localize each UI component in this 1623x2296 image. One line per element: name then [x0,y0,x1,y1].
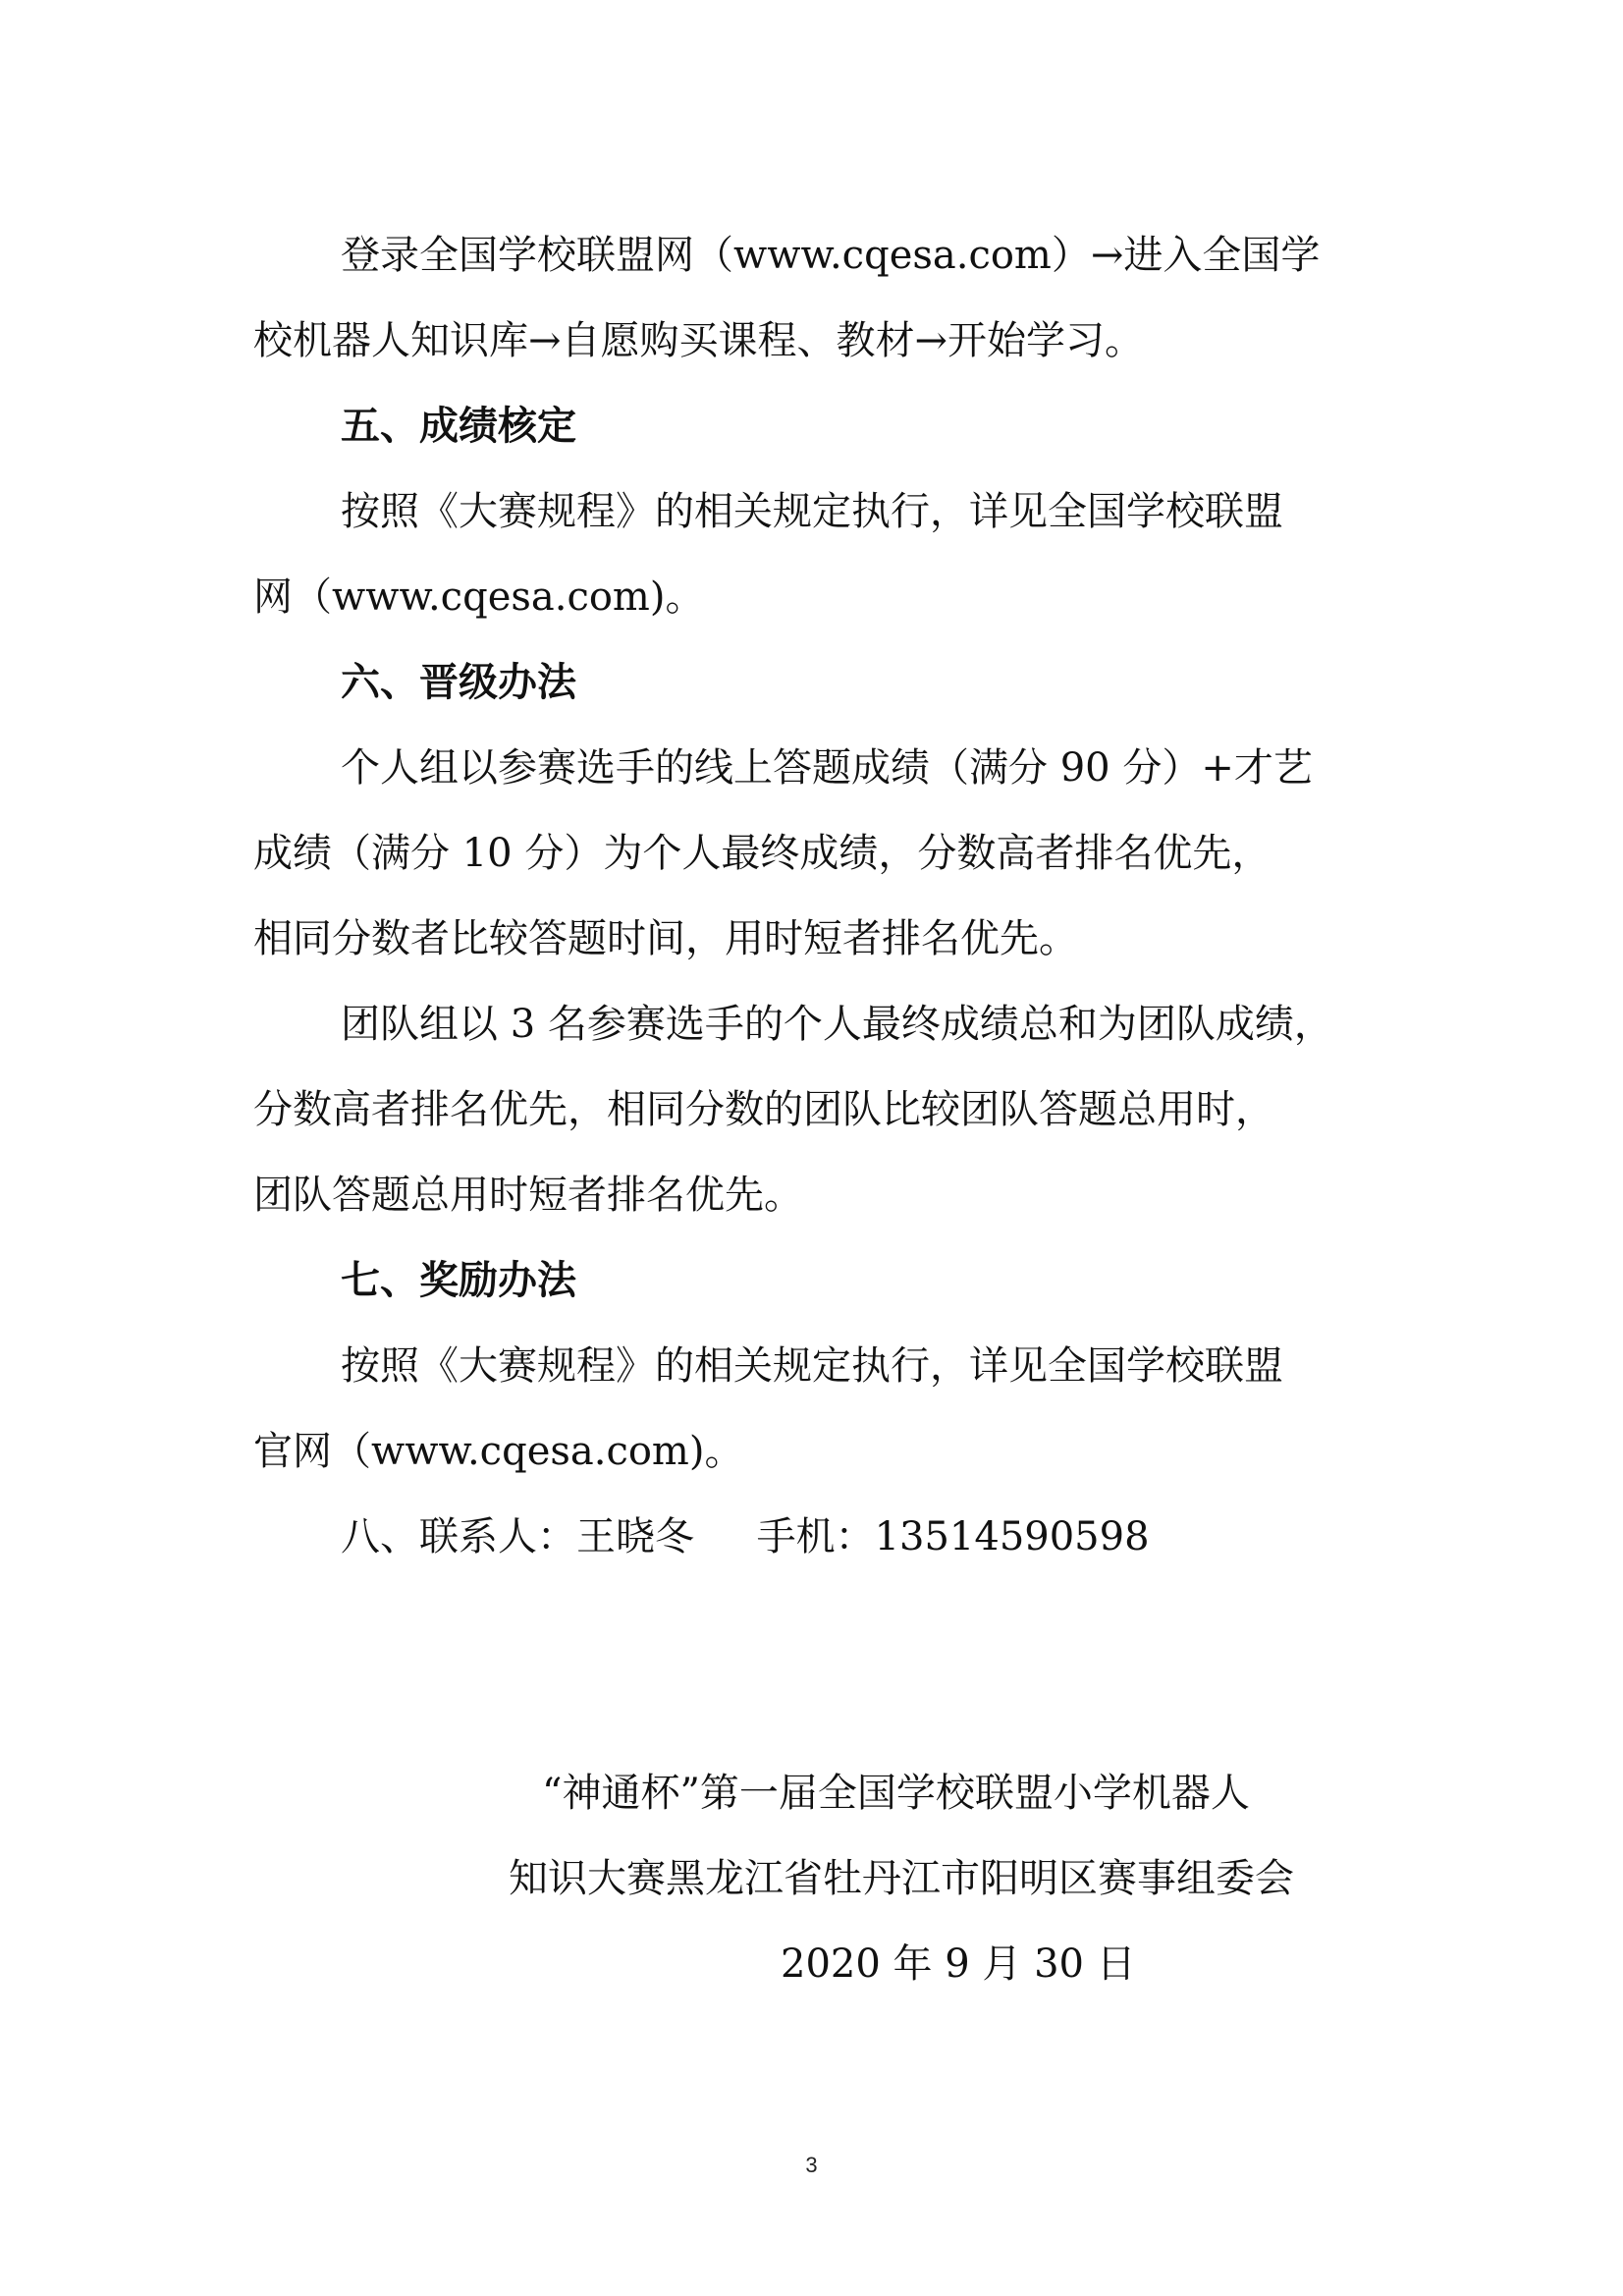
signature-org-line-2: 知识大赛黑龙江省牡丹江市阳明区赛事组委会 [509,1856,1294,1901]
paragraph-line: 个人组以参赛选手的线上答题成绩（满分 90 分）+才艺 [341,745,1313,791]
contact-line: 八、联系人：王晓冬 手机：13514590598 [341,1514,1150,1559]
section-heading-5: 五、成绩核定 [341,403,576,449]
paragraph-line: 按照《大赛规程》的相关规定执行，详见全国学校联盟 [341,489,1283,534]
paragraph-line: 网（www.cqesa.com)。 [253,574,705,620]
paragraph-line: 官网（www.cqesa.com)。 [253,1429,744,1474]
paragraph-line: 按照《大赛规程》的相关规定执行，详见全国学校联盟 [341,1343,1283,1389]
signature-org-line-1: “神通杯”第一届全国学校联盟小学机器人 [542,1771,1250,1816]
page-number: 3 [805,2153,818,2177]
paragraph-line: 校机器人知识库→自愿购买课程、教材→开始学习。 [253,318,1145,363]
paragraph-line: 团队组以 3 名参赛选手的个人最终成绩总和为团队成绩， [341,1002,1333,1047]
paragraph-line: 分数高者排名优先，相同分数的团队比较团队答题总用时， [253,1087,1274,1132]
section-heading-7: 七、奖励办法 [341,1257,576,1303]
section-heading-6: 六、晋级办法 [341,659,576,705]
paragraph-line: 成绩（满分 10 分）为个人最终成绩，分数高者排名优先， [253,831,1271,876]
signature-date: 2020 年 9 月 30 日 [781,1941,1136,1987]
paragraph-line: 相同分数者比较答题时间，用时短者排名优先。 [253,916,1078,961]
paragraph-line: 团队答题总用时短者排名优先。 [253,1173,803,1218]
paragraph-line: 登录全国学校联盟网（www.cqesa.com）→进入全国学 [341,233,1321,278]
